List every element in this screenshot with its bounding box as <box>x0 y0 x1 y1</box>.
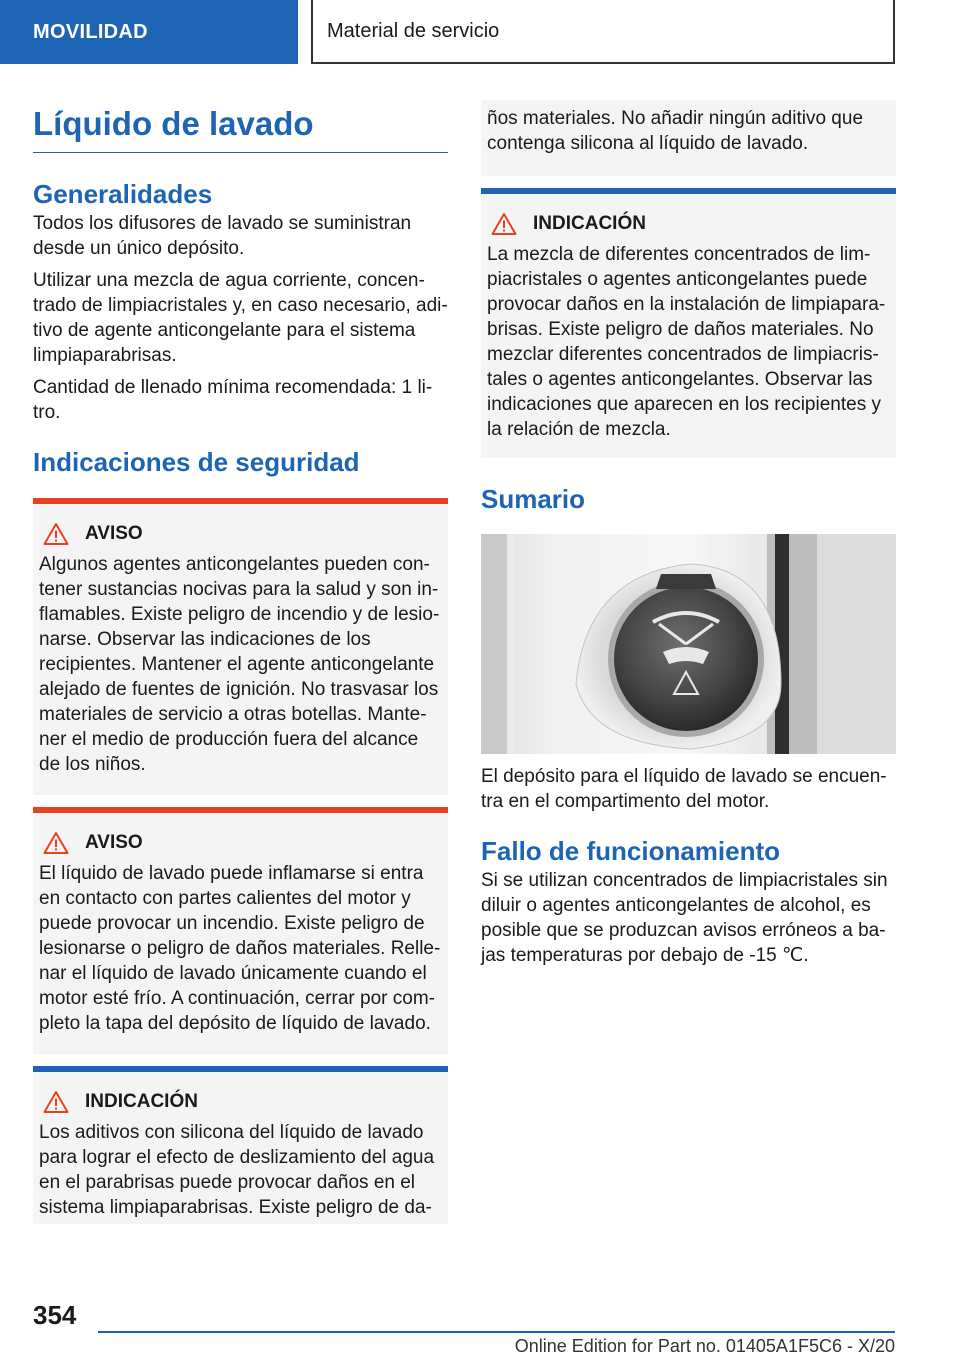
safety-heading: Indicaciones de seguridad <box>33 447 360 477</box>
general-paragraph: Todos los difusores de lavado se suministran desde un único depósito. <box>33 213 412 259</box>
warning-triangle-icon <box>43 1090 69 1114</box>
notice-box-continued <box>481 100 896 176</box>
warning-box <box>33 498 448 795</box>
warning-box-title: AVISO <box>85 832 143 853</box>
warning-box-text: El líquido de lavado puede inflamarse si entra en contacto con partes calientes del motor y puede provocar un incendio. Existe peligro de lesionarse o peligro de daños materiales. Relle- nar el líquido de lavado únicamente cuando el motor esté frío. A continuación, cerrar por com- pleto la tapa del depósito de líquido de lavado. <box>39 863 441 1034</box>
notice-box-text: Los aditivos con silicona del líquido de lavado para lograr el efecto de deslizamiento del agua en el parabrisas puede provocar daños en el sistema limpiaparabrisas. Existe peligro de da- <box>39 1122 435 1218</box>
right-column <box>481 100 896 975</box>
malfunction-heading: Fallo de funcionamiento <box>481 836 781 866</box>
notice-box-title: INDICACIÓN <box>533 213 646 234</box>
warning-triangle-icon <box>43 831 69 855</box>
breadcrumb: Material de servicio <box>311 0 895 64</box>
footer-divider <box>98 1331 895 1333</box>
notice-box-text: La mezcla de diferentes concentrados de lim- piacristales o agentes anticongelantes puede provocar daños en la instalación de limpiapara- brisas. Existe peligro de daños materiales. No mezclar diferentes concentrados de limpiacris- tales o agentes anticongelantes. Observar las indicaciones que aparecen en los recipientes y la relación de mezcla. <box>487 244 886 440</box>
malfunction-text: Si se utilizan concentrados de limpiacristales sin diluir o agentes anticongelantes de alcohol, es posible que se produzcan avisos erróneos a ba- jas temperaturas por debajo de -15 ℃. <box>481 870 888 966</box>
left-column <box>33 100 448 1224</box>
notice-box <box>33 1066 448 1224</box>
warning-box-text: Algunos agentes anticongelantes pueden con- tener sustancias nocivas para la salud y son in- flamables. Existe peligro de incendio y de lesio- narse. Observar las indicaciones de los recipientes. Mantener el agente anticongelante alejado de fuentes de ignición. No trasvasar los materiales de servicio a otras botellas. Mante- ner el medio de producción fuera del alcance de los niños. <box>39 554 440 775</box>
warning-triangle-icon <box>491 212 517 236</box>
notice-box <box>481 188 896 458</box>
section-tab[interactable]: MOVILIDAD <box>0 0 298 64</box>
general-heading: Generalidades <box>33 179 213 209</box>
summary-heading: Sumario <box>481 484 586 514</box>
footer-edition: Online Edition for Part no. 01405A1F5C6 - X/20 <box>514 1336 895 1356</box>
general-paragraph: Utilizar una mezcla de agua corriente, concen- trado de limpiacristales y, en caso necesario, adi- tivo de agente anticongelante para el sistema limpiaparabrisas. <box>33 270 448 366</box>
page-title: Líquido de lavado <box>33 100 448 153</box>
summary-text: El depósito para el líquido de lavado se encuen- tra en el compartimento del motor. <box>481 766 887 812</box>
notice-continued-text: ños materiales. No añadir ningún aditivo que contenga silicona al líquido de lavado. <box>487 108 864 154</box>
warning-box <box>33 807 448 1054</box>
warning-box-title: AVISO <box>85 523 143 544</box>
washer-cap-image <box>481 534 896 754</box>
notice-box-title: INDICACIÓN <box>85 1091 198 1112</box>
general-paragraph: Cantidad de llenado mínima recomendada: 1 li- tro. <box>33 377 433 423</box>
washer-reservoir-photo <box>481 534 896 754</box>
warning-triangle-icon <box>43 522 69 546</box>
page-number: 354 <box>33 1300 77 1330</box>
